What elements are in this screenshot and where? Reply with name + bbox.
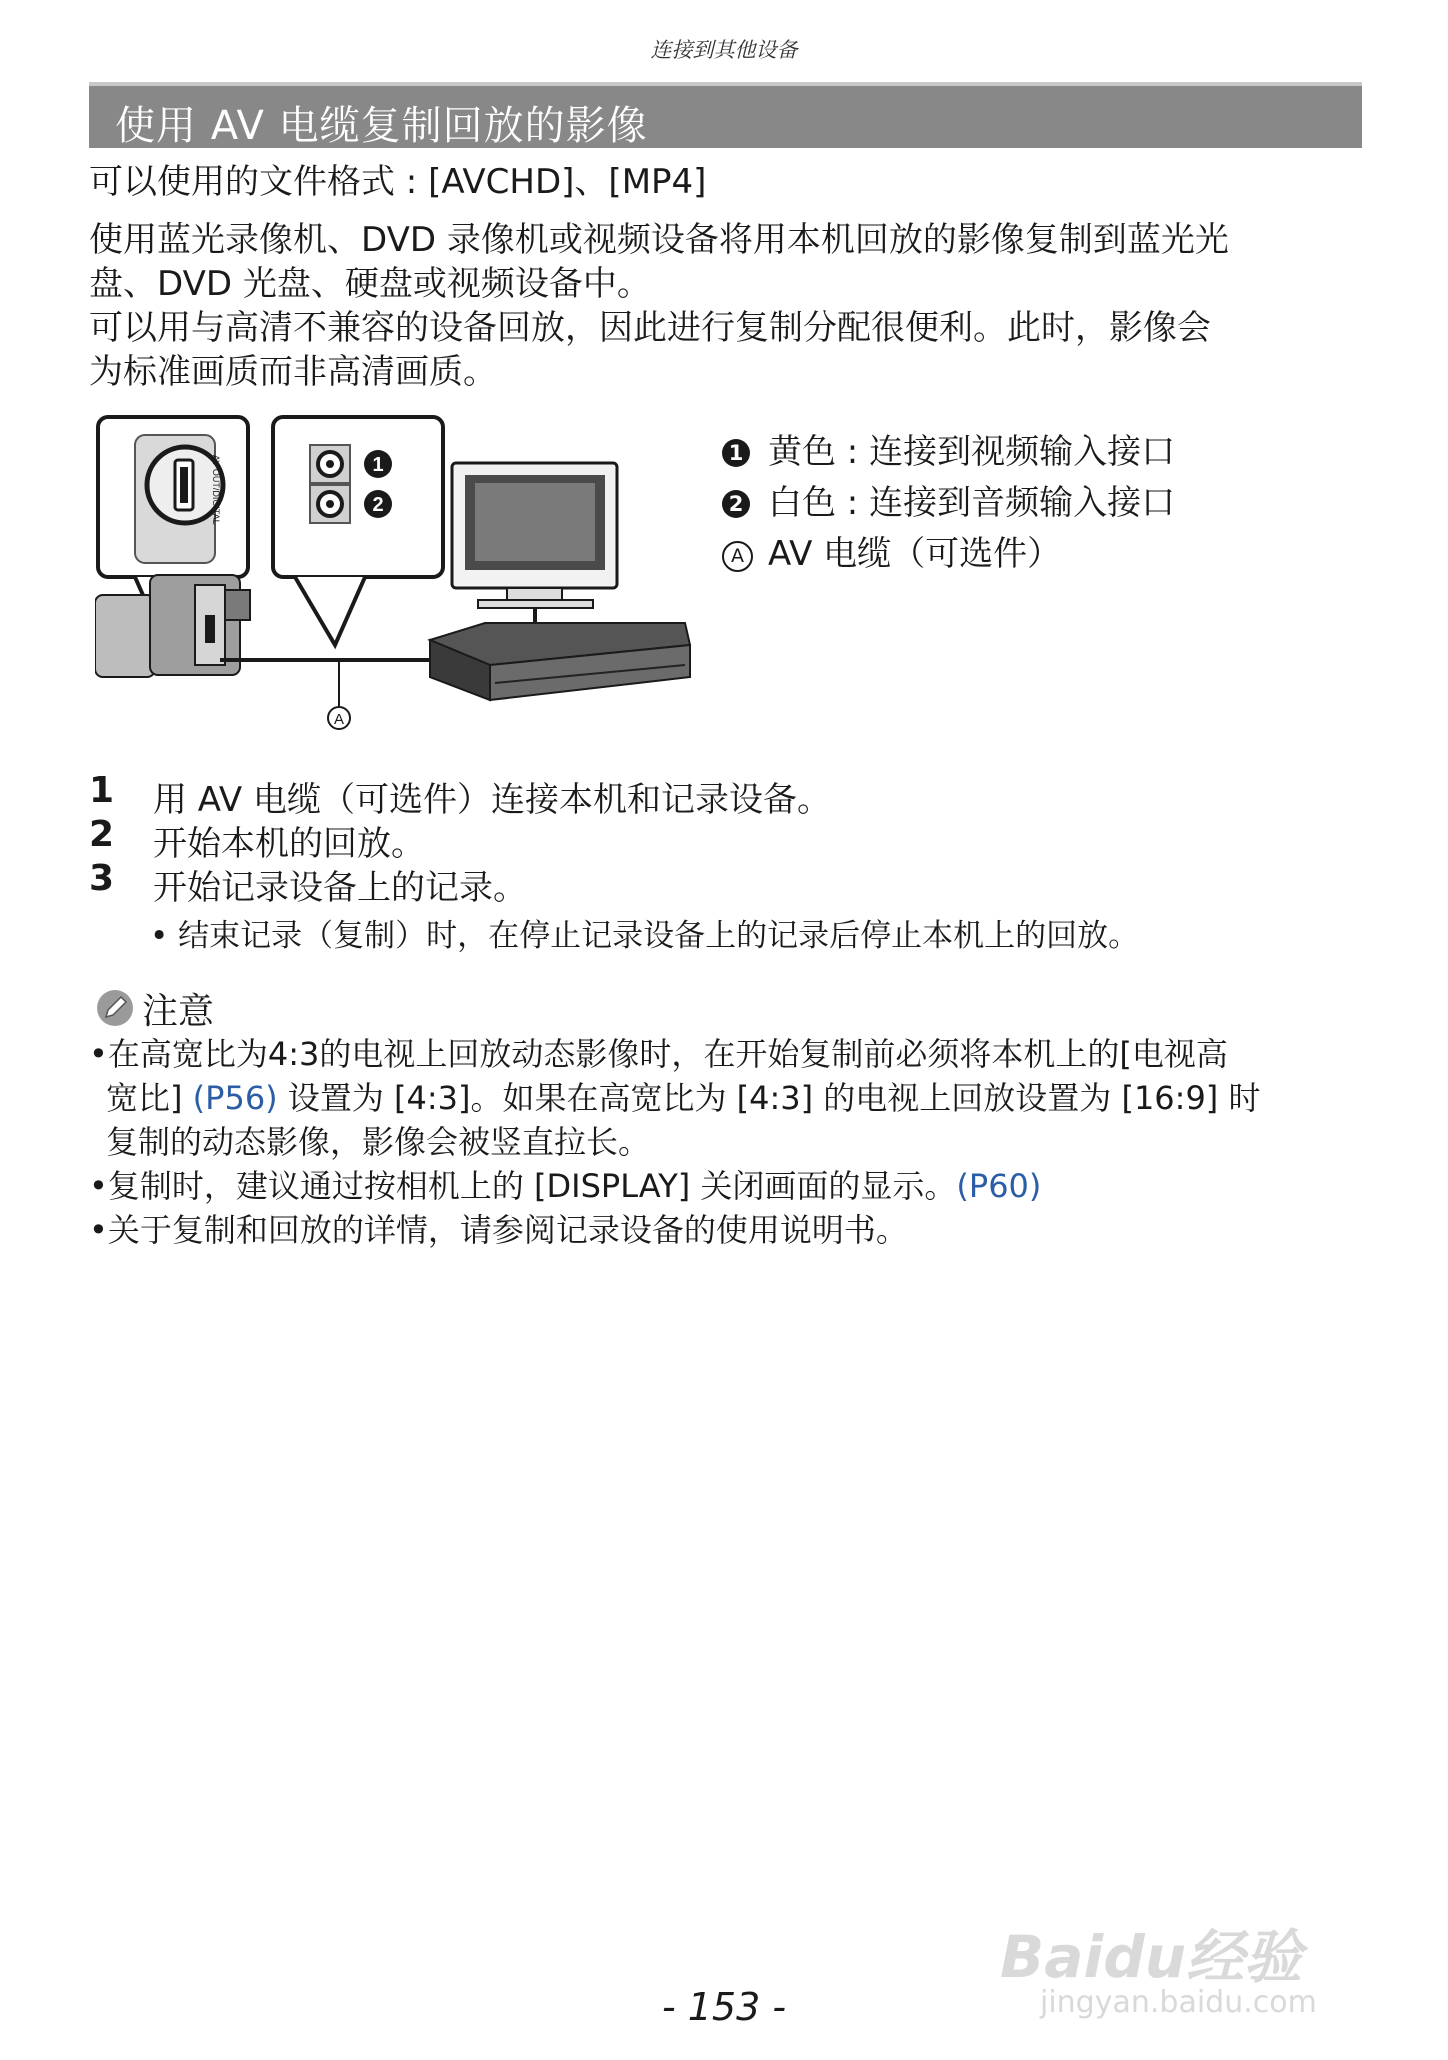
legend-text-2: 白色 : 连接到音频输入接口	[768, 483, 1176, 523]
step-number: 3	[89, 858, 115, 899]
step-3-note: • 结束记录（复制）时，在停止记录设备上的记录后停止本机上的回放。	[150, 918, 1140, 954]
page-number: - 153 -	[661, 1985, 787, 2029]
step-text: 用 AV 电缆（可选件）连接本机和记录设备。	[153, 780, 831, 820]
step-number: 2	[89, 814, 115, 855]
page-link-p56[interactable]: (P56)	[192, 1079, 278, 1117]
step-text: 开始本机的回放。	[153, 824, 425, 864]
legend-mark-a: A	[722, 541, 753, 572]
file-formats-text: 可以使用的文件格式 : [AVCHD]、[MP4]	[89, 162, 707, 202]
legend-item-2	[722, 475, 1175, 524]
step-number: 1	[89, 770, 115, 811]
notes-heading: 注意	[142, 991, 215, 1032]
baidu-watermark-url: jingyan.baidu.com	[1040, 1985, 1317, 2020]
intro-line-4: 为标准画质而非高清画质。	[89, 352, 497, 392]
port-label: AV OUT/DIGITAL	[211, 455, 221, 525]
note-1-line-2	[106, 1076, 1260, 1120]
legend-mark-1: 1	[722, 439, 750, 467]
note-2	[89, 1164, 1041, 1208]
note-1-line-1: •在高宽比为4:3的电视上回放动态影像时，在开始复制前必须将本机上的[电视高	[89, 1035, 1228, 1073]
baidu-watermark-logo: Baidu经验	[1000, 1923, 1303, 1991]
legend-text-a: AV 电缆（可选件）	[768, 534, 1062, 574]
page-link-p60[interactable]: (P60)	[956, 1167, 1042, 1205]
note-1-text-pre: 宽比]	[106, 1079, 183, 1117]
connection-diagram	[95, 415, 705, 735]
step-text: 开始记录设备上的记录。	[153, 868, 527, 908]
note-1-line-3: 复制的动态影像，影像会被竖直拉长。	[106, 1123, 651, 1161]
intro-line-3: 可以用与高清不兼容的设备回放，因此进行复制分配很便利。此时，影像会	[89, 308, 1211, 348]
section-title-bar	[89, 82, 1362, 148]
intro-line-2: 盘、DVD 光盘、硬盘或视频设备中。	[89, 264, 651, 304]
page-category-header: 连接到其他设备	[650, 38, 798, 62]
legend-item-1	[722, 424, 1175, 473]
marker-2-label: 2	[372, 494, 384, 516]
pencil-note-icon	[97, 990, 133, 1026]
legend-mark-2: 2	[722, 490, 750, 518]
note-3: •关于复制和回放的详情，请参阅记录设备的使用说明书。	[89, 1211, 908, 1249]
intro-line-1: 使用蓝光录像机、DVD 录像机或视频设备将用本机回放的影像复制到蓝光光	[89, 220, 1229, 260]
note-2-text: •复制时，建议通过按相机上的 [DISPLAY] 关闭画面的显示。	[89, 1167, 957, 1205]
legend-item-a	[722, 526, 1061, 575]
marker-1-label: 1	[372, 454, 384, 476]
note-1-text-post: 设置为 [4:3]。如果在高宽比为 [4:3] 的电视上回放设置为 [16:9] 时	[287, 1079, 1261, 1117]
legend-text-1: 黄色 : 连接到视频输入接口	[768, 432, 1176, 472]
cable-marker-a-label: A	[333, 711, 345, 728]
section-title: 使用 AV 电缆复制回放的影像	[115, 103, 648, 149]
